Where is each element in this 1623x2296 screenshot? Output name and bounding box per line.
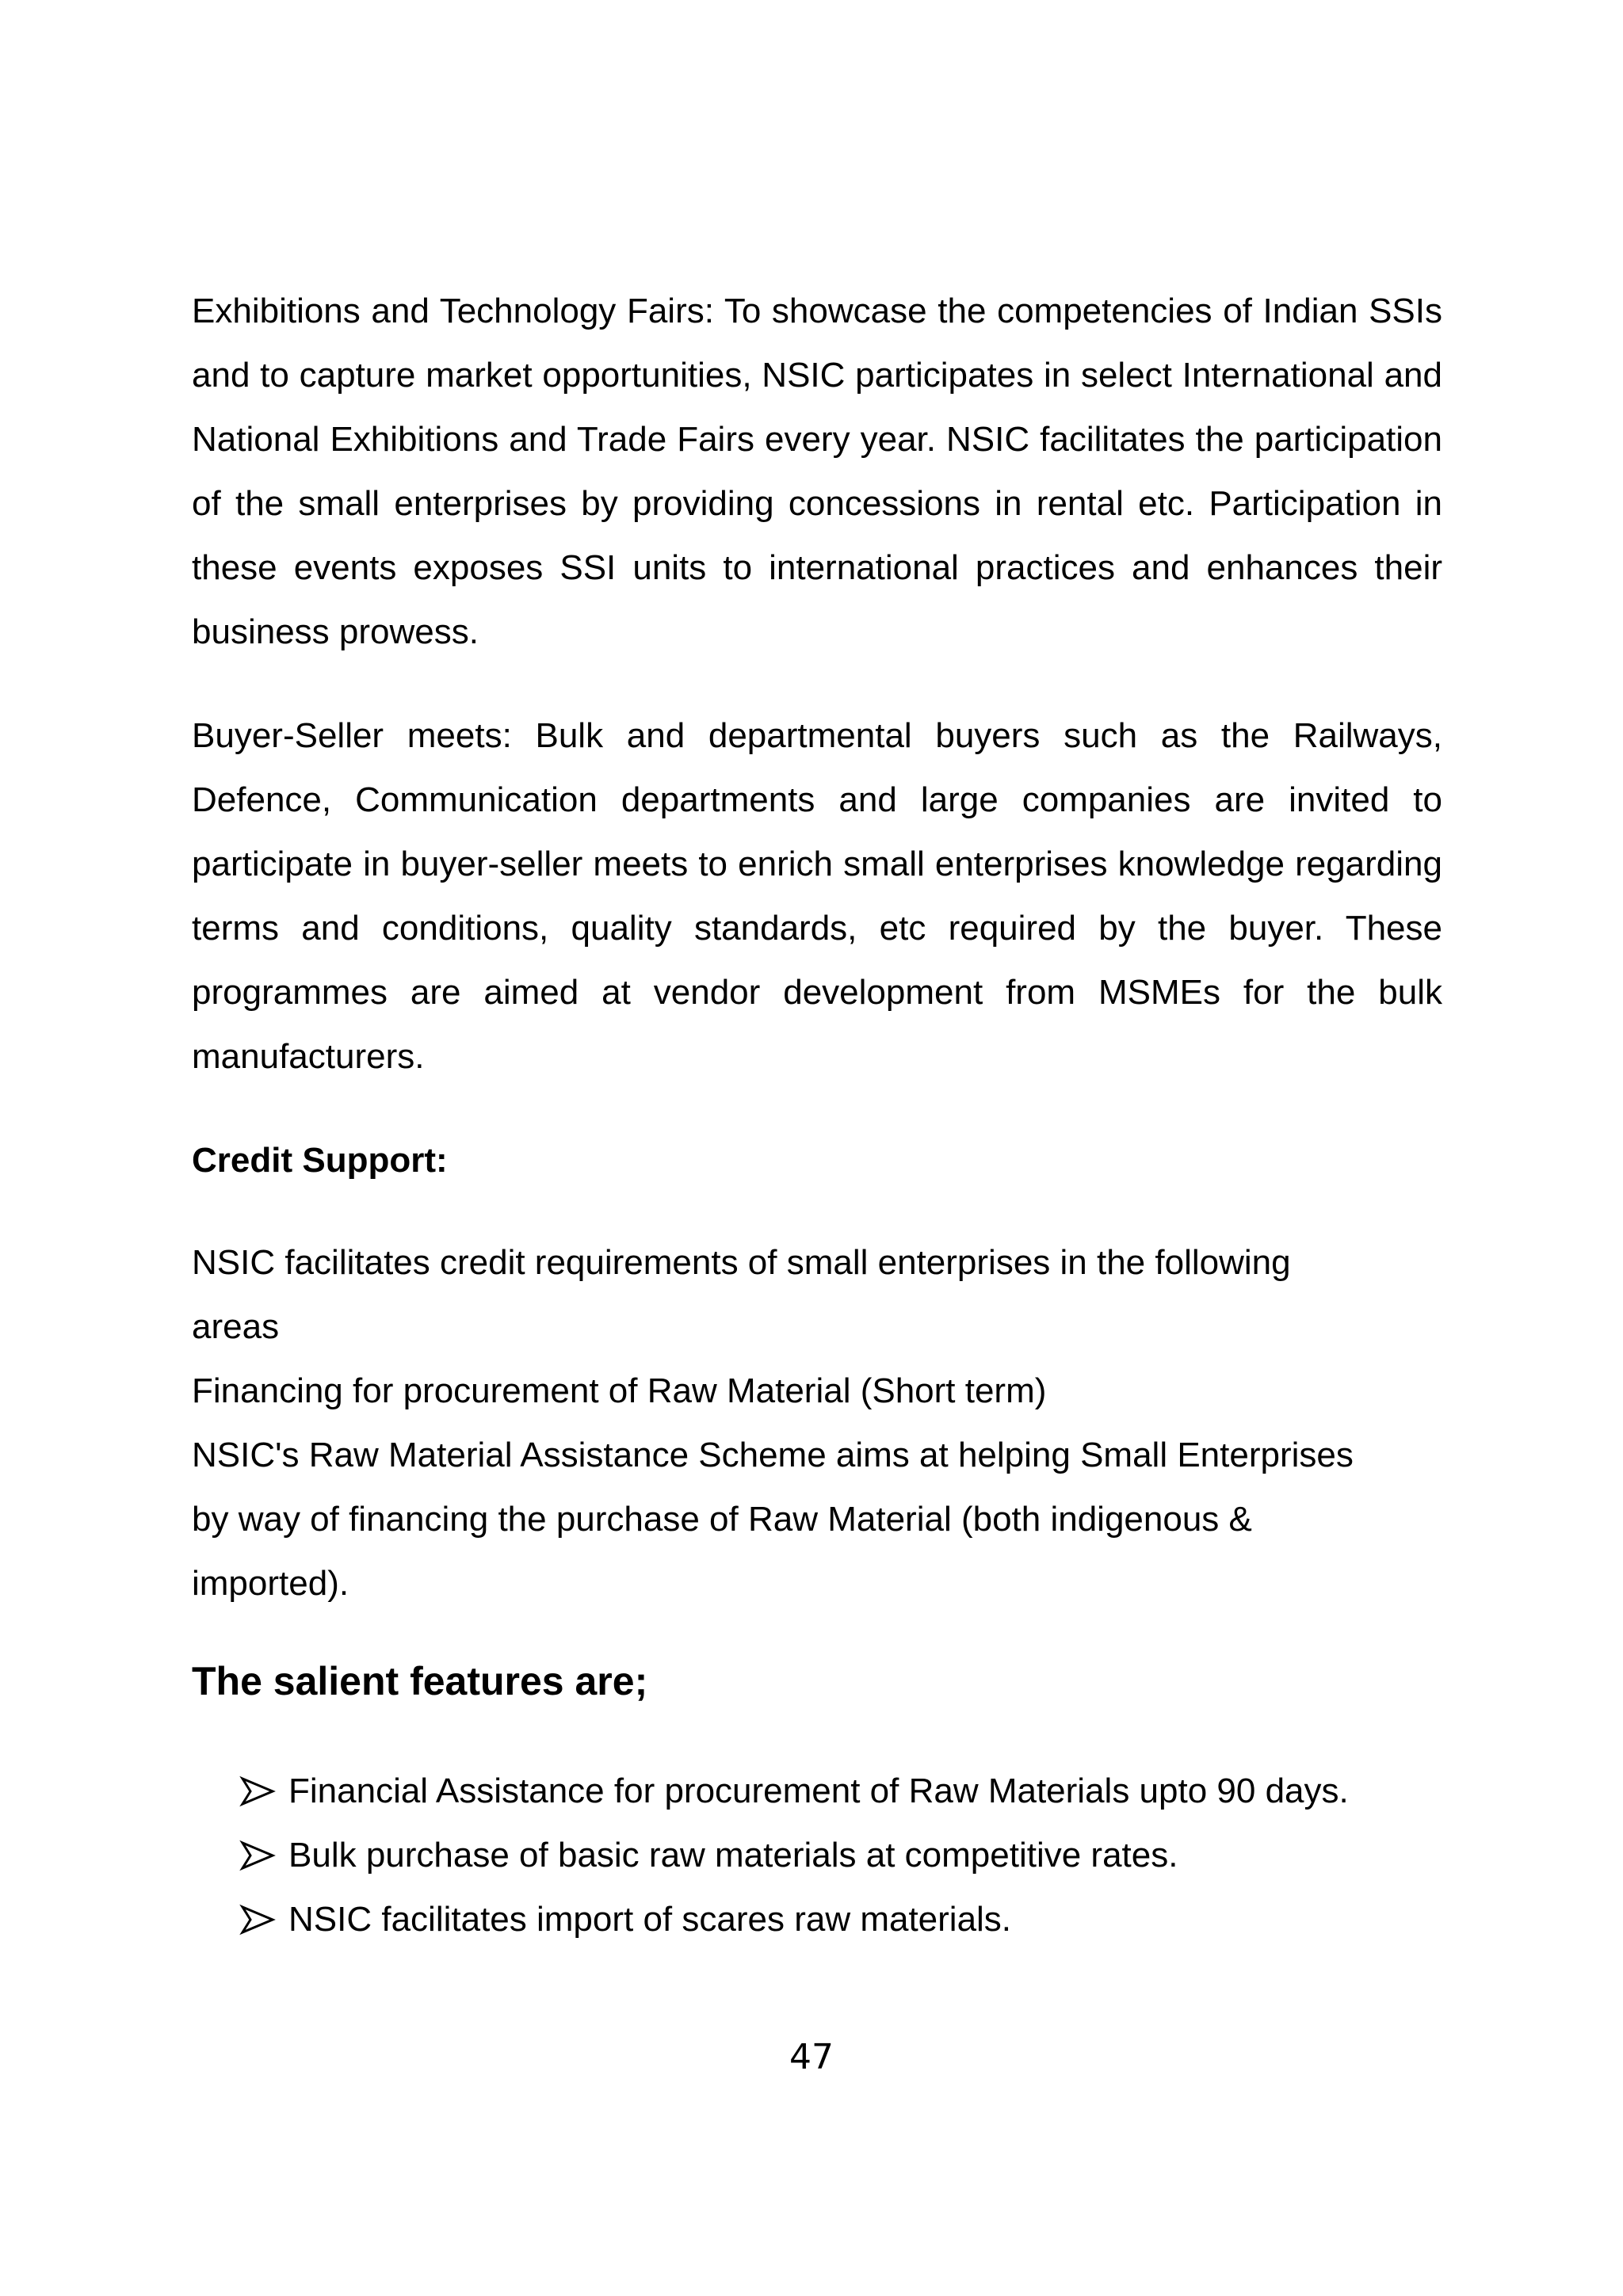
buyer-seller-paragraph: Buyer-Seller meets: Bulk and departmental buyers such as the Railways, Defence, Communication departments and large companies are invited to participate in buyer-seller meets to enrich small enterprises knowledge regarding terms and conditions, quality standards, etc required by the buyer. These programmes are aimed at vendor development from MSMEs for the bulk manufacturers. bbox=[192, 716, 1442, 1076]
arrow-bullet-icon bbox=[239, 1904, 276, 1936]
credit-support-heading: Credit Support: bbox=[192, 1141, 448, 1180]
exhibitions-paragraph: Exhibitions and Technology Fairs: To showcase the competencies of Indian SSIs and to capture market opportunities, NSIC participates in select International and National Exhibitions and Trade Fairs every year. NSIC facilitates the participation of the small enterprises by providing concessions in rental etc. Participation in these events exposes SSI units to international practices and enhances their business prowess. bbox=[192, 292, 1442, 651]
list-item-text: Financial Assistance for procurement of Raw Materials upto 90 days. bbox=[288, 1772, 1349, 1810]
credit-line: areas bbox=[192, 1307, 280, 1346]
list-item-text: Bulk purchase of basic raw materials at competitive rates. bbox=[288, 1836, 1178, 1875]
page-number: 47 bbox=[789, 2037, 834, 2077]
list-item bbox=[239, 1823, 1476, 1887]
arrow-bullet-icon bbox=[239, 1775, 276, 1807]
list-item bbox=[239, 1759, 1476, 1823]
credit-line: imported). bbox=[192, 1564, 349, 1603]
credit-line: NSIC's Raw Material Assistance Scheme aims at helping Small Enterprises bbox=[192, 1436, 1354, 1474]
credit-line: NSIC facilitates credit requirements of small enterprises in the following bbox=[192, 1243, 1291, 1282]
list-item-text: NSIC facilitates import of scares raw materials. bbox=[288, 1900, 1012, 1939]
salient-features-heading: The salient features are; bbox=[192, 1659, 648, 1703]
credit-line: by way of financing the purchase of Raw Material (both indigenous & bbox=[192, 1500, 1252, 1539]
list-item bbox=[239, 1887, 1476, 1951]
salient-features-list bbox=[239, 1759, 1476, 1951]
credit-line: Financing for procurement of Raw Material (Short term) bbox=[192, 1371, 1047, 1410]
credit-support-text bbox=[192, 1230, 1442, 1615]
arrow-bullet-icon bbox=[239, 1840, 276, 1871]
